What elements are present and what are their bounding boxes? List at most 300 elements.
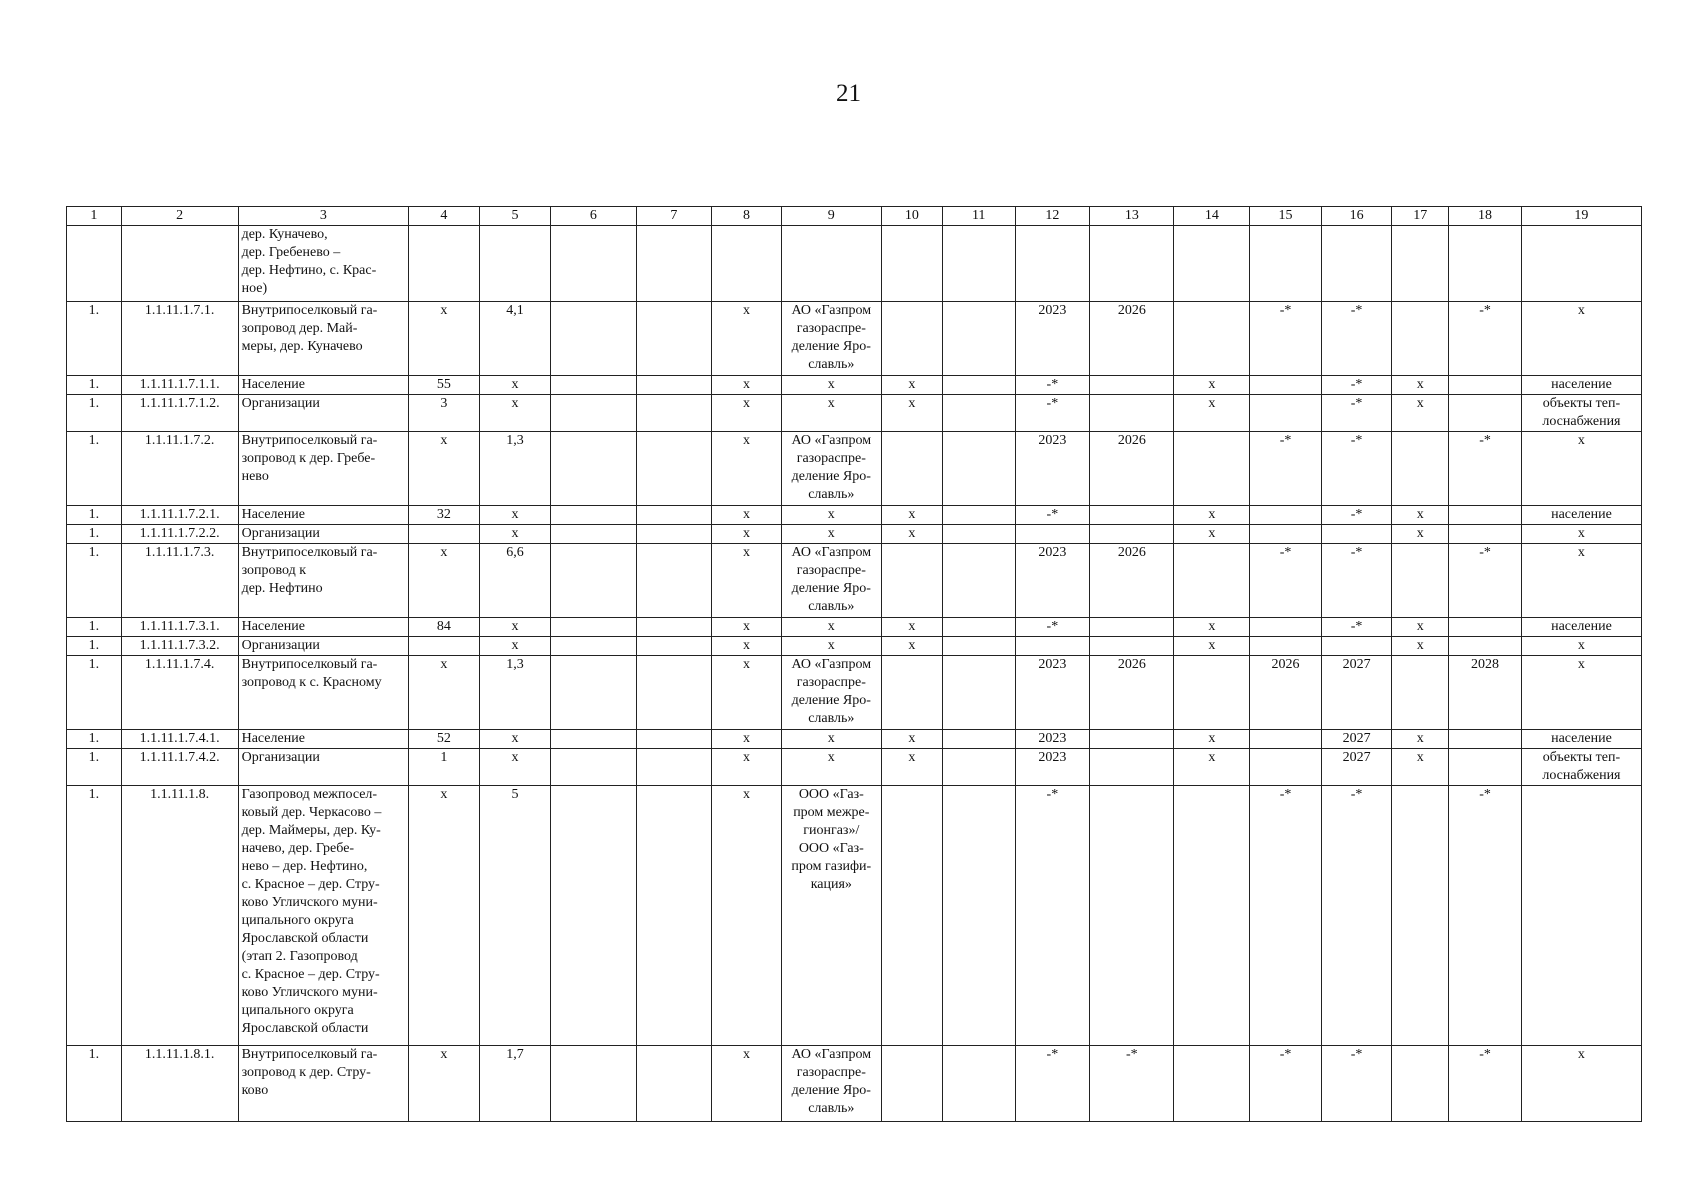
table-row [67,302,1642,376]
table-cell [712,226,781,302]
table-cell [551,544,636,618]
table-cell [942,506,1015,525]
table-cell: 2026 [1090,302,1174,376]
table-cell: х [881,749,942,786]
table-cell: 1.1.11.1.7.1. [121,302,238,376]
table-cell [881,786,942,1046]
table-cell: х [781,637,881,656]
table-cell: х [1174,637,1250,656]
table-cell: х [479,395,551,432]
column-header-15: 15 [1250,207,1322,226]
table-cell: 1. [67,786,122,1046]
table-cell [942,525,1015,544]
table-cell [942,432,1015,506]
table-cell [1449,506,1522,525]
table-row [67,786,1642,1046]
table-cell: х [1392,395,1449,432]
table-cell: 3 [409,395,480,432]
table-cell: Внутрипоселковый га- зопровод к с. Красному [238,656,409,730]
table-cell: -* [1321,302,1392,376]
table-cell [942,618,1015,637]
table-cell [636,376,712,395]
table-cell: -* [1250,432,1322,506]
table-cell: -* [1321,786,1392,1046]
table-cell [1090,525,1174,544]
column-header-16: 16 [1321,207,1392,226]
table-cell: ООО «Газ- пром межре- гионгаз»/ ООО «Газ- пром газифи- кация» [781,786,881,1046]
table-cell [636,1046,712,1122]
table-cell [636,544,712,618]
table-cell: -* [1321,544,1392,618]
table-cell [881,226,942,302]
table-cell: -* [1250,544,1322,618]
table-cell: х [712,506,781,525]
table-cell: 1. [67,749,122,786]
column-header-17: 17 [1392,207,1449,226]
table-cell [942,730,1015,749]
table-cell [551,1046,636,1122]
table-cell [409,525,480,544]
table-cell: АО «Газпром газораспре- деление Яро- славль» [781,1046,881,1122]
table-cell: -* [1449,432,1522,506]
column-header-12: 12 [1015,207,1090,226]
table-cell: 2026 [1090,544,1174,618]
table-cell [1321,637,1392,656]
table-cell: х [1521,302,1641,376]
table-cell [1392,656,1449,730]
table-cell [409,637,480,656]
table-cell: -* [1321,432,1392,506]
table-cell: -* [1449,302,1522,376]
table-cell: Организации [238,749,409,786]
table-cell: 1.1.11.1.7.1.2. [121,395,238,432]
table-cell: х [781,730,881,749]
table-cell [1449,395,1522,432]
table-cell [551,637,636,656]
table-cell: 2023 [1015,730,1090,749]
table-cell: х [712,749,781,786]
table-cell [551,786,636,1046]
table-cell: х [712,525,781,544]
table-cell [409,226,480,302]
table-cell [1392,302,1449,376]
table-cell [551,395,636,432]
table-cell: Газопровод межпосел- ковый дер. Черкасово – дер. Маймеры, дер. Ку- начево, дер. Гребе- нево – дер. Нефтино, с. Красное – дер. Стру- ково Угличского муни- ципального округа Ярославской области (этап 2. Газопровод с. Красное – дер. Стру- ково Угличского муни- ципального округа Ярославской области [238,786,409,1046]
table-cell: 1 [409,749,480,786]
table-cell: 2026 [1250,656,1322,730]
table-cell [1392,432,1449,506]
table-cell: 2026 [1090,656,1174,730]
table-cell: 1.1.11.1.7.2.1. [121,506,238,525]
table-cell: х [881,525,942,544]
table-cell [636,506,712,525]
table-cell: 1. [67,1046,122,1122]
table-cell [942,749,1015,786]
table-cell: х [1392,618,1449,637]
table-row [67,395,1642,432]
table-row [67,618,1642,637]
table-cell [551,506,636,525]
column-header-5: 5 [479,207,551,226]
table-cell: х [1174,525,1250,544]
table-cell [1250,506,1322,525]
table-cell: 1.1.11.1.7.4.2. [121,749,238,786]
table-cell: 1.1.11.1.7.4.1. [121,730,238,749]
table-cell [67,226,122,302]
table-cell: Внутрипоселковый га- зопровод к дер. Гребе- нево [238,432,409,506]
table-cell: х [1174,395,1250,432]
table-cell: х [409,302,480,376]
table-cell: 1. [67,432,122,506]
table-cell [551,618,636,637]
table-cell: х [781,618,881,637]
table-cell: х [881,395,942,432]
table-cell: х [712,730,781,749]
table-cell: х [781,749,881,786]
table-cell [1250,376,1322,395]
table-cell [1174,302,1250,376]
table-cell: х [1392,730,1449,749]
table-cell [1321,525,1392,544]
column-header-13: 13 [1090,207,1174,226]
table-cell: -* [1015,506,1090,525]
table-cell [1449,730,1522,749]
table-cell: х [409,656,480,730]
table-row [67,432,1642,506]
table-cell [636,749,712,786]
table-row [67,544,1642,618]
table-cell: 2027 [1321,656,1392,730]
table-cell: -* [1250,1046,1322,1122]
table-cell: -* [1015,618,1090,637]
table-cell: х [881,376,942,395]
table-cell: 2028 [1449,656,1522,730]
table-cell [1174,544,1250,618]
table-cell [636,302,712,376]
table-cell [1449,376,1522,395]
table-cell: х [1392,749,1449,786]
table-cell: 1. [67,544,122,618]
table-cell [1090,730,1174,749]
table-cell: х [1392,525,1449,544]
table-row [67,656,1642,730]
table-cell [551,749,636,786]
table-cell: 5 [479,786,551,1046]
table-body [67,226,1642,1122]
table-cell [881,544,942,618]
table-cell: -* [1090,1046,1174,1122]
table-cell [1174,656,1250,730]
table-cell [881,656,942,730]
table-cell: Население [238,618,409,637]
table-cell: х [1174,376,1250,395]
table-cell: Организации [238,395,409,432]
table-cell: х [479,749,551,786]
table-cell [1392,1046,1449,1122]
table-cell: 1. [67,395,122,432]
table-cell: х [1174,730,1250,749]
table-cell: х [479,618,551,637]
table-cell: 1.1.11.1.7.2. [121,432,238,506]
table-cell [636,786,712,1046]
table-cell: х [881,637,942,656]
table-cell: х [409,1046,480,1122]
table-cell: 1. [67,656,122,730]
table-cell [1250,618,1322,637]
table-cell: Население [238,506,409,525]
table-cell [636,656,712,730]
table-cell: х [1521,544,1641,618]
table-cell [551,730,636,749]
table-cell [1449,226,1522,302]
table-cell: 2023 [1015,432,1090,506]
table-cell: население [1521,618,1641,637]
table-cell [942,1046,1015,1122]
table-cell [1015,226,1090,302]
column-header-7: 7 [636,207,712,226]
table-cell [881,302,942,376]
data-table [66,206,1642,1122]
table-cell [636,618,712,637]
column-header-3: 3 [238,207,409,226]
table-row [67,506,1642,525]
table-cell [881,432,942,506]
table-cell: -* [1321,1046,1392,1122]
table-cell [1090,506,1174,525]
table-row [67,637,1642,656]
table-cell: х [712,302,781,376]
table-cell: х [712,376,781,395]
table-cell: х [1521,525,1641,544]
table-cell [942,302,1015,376]
table-cell [781,226,881,302]
table-cell: 2023 [1015,302,1090,376]
table-cell: 1,3 [479,432,551,506]
column-header-6: 6 [551,207,636,226]
table-cell: 1.1.11.1.7.3.2. [121,637,238,656]
table-cell: х [1392,376,1449,395]
table-cell [942,395,1015,432]
table-cell [1015,637,1090,656]
table-cell [551,525,636,544]
table-cell: -* [1015,376,1090,395]
table-row [67,226,1642,302]
table-cell: 2027 [1321,749,1392,786]
table-cell: х [1174,506,1250,525]
table-cell [1449,618,1522,637]
header-row [67,207,1642,226]
table-cell: -* [1321,376,1392,395]
table-cell: 2023 [1015,544,1090,618]
table-cell: 2027 [1321,730,1392,749]
table-cell [942,376,1015,395]
table-cell: х [1392,637,1449,656]
table-cell [636,637,712,656]
table-cell: х [1521,637,1641,656]
table-cell: -* [1321,506,1392,525]
table-row [67,525,1642,544]
table-cell: 1.1.11.1.7.3.1. [121,618,238,637]
table-cell [1250,395,1322,432]
table-cell [1392,544,1449,618]
table-cell [942,544,1015,618]
table-cell: -* [1015,1046,1090,1122]
table-cell: 1. [67,525,122,544]
table-cell: -* [1015,395,1090,432]
table-cell: 1.1.11.1.8. [121,786,238,1046]
table-cell [551,432,636,506]
table-cell [942,786,1015,1046]
table-cell: -* [1449,1046,1522,1122]
table-cell: х [1174,618,1250,637]
table-cell: объекты теп- лоснабжения [1521,395,1641,432]
table-cell: 52 [409,730,480,749]
table-cell: объекты теп- лоснабжения [1521,749,1641,786]
table-cell: х [479,730,551,749]
table-cell [636,395,712,432]
page-number: 21 [836,80,861,107]
column-header-14: 14 [1174,207,1250,226]
table-cell: х [881,730,942,749]
table-cell: 2023 [1015,656,1090,730]
table-cell: Организации [238,525,409,544]
table-cell: Население [238,730,409,749]
table-cell: Внутрипоселковый га- зопровод дер. Май- меры, дер. Куначево [238,302,409,376]
table-cell [1174,226,1250,302]
table-cell [1250,730,1322,749]
table-cell [1521,226,1641,302]
table-cell: х [1174,749,1250,786]
table-cell: х [781,506,881,525]
table-cell [636,730,712,749]
table-cell [121,226,238,302]
table-cell [1090,749,1174,786]
table-cell: население [1521,506,1641,525]
table-cell: -* [1449,544,1522,618]
table-cell [1392,226,1449,302]
table-cell: население [1521,730,1641,749]
table-cell: -* [1321,618,1392,637]
table-cell: Внутрипоселковый га- зопровод к дер. Стру- ково [238,1046,409,1122]
table-cell: х [1392,506,1449,525]
table-cell: 1.1.11.1.7.2.2. [121,525,238,544]
table-cell: Население [238,376,409,395]
table-cell: х [881,506,942,525]
column-header-4: 4 [409,207,480,226]
table-cell: х [712,786,781,1046]
table-cell: 4,1 [479,302,551,376]
table-cell: х [712,618,781,637]
table-cell [942,226,1015,302]
table-cell [1090,226,1174,302]
table-cell [1090,376,1174,395]
table-cell: АО «Газпром газораспре- деление Яро- славль» [781,302,881,376]
table-cell [551,376,636,395]
table-cell [1015,525,1090,544]
column-header-11: 11 [942,207,1015,226]
table-cell: 2023 [1015,749,1090,786]
table-cell: х [781,376,881,395]
table-cell: х [409,432,480,506]
table-cell: 1. [67,730,122,749]
table-cell: 1.1.11.1.7.4. [121,656,238,730]
table-cell [1521,786,1641,1046]
column-header-2: 2 [121,207,238,226]
table-cell: -* [1321,395,1392,432]
table-cell: х [1521,1046,1641,1122]
table-cell: дер. Куначево, дер. Гребенево – дер. Нефтино, с. Крас- ное) [238,226,409,302]
table-cell: 1. [67,302,122,376]
table-cell [942,637,1015,656]
table-cell [1090,637,1174,656]
table-cell: Внутрипоселковый га- зопровод к дер. Нефтино [238,544,409,618]
table-cell: -* [1449,786,1522,1046]
table-cell: х [712,656,781,730]
table-cell: х [781,395,881,432]
table-cell [551,656,636,730]
table-cell: х [409,544,480,618]
table-cell: АО «Газпром газораспре- деление Яро- славль» [781,432,881,506]
table-cell [881,1046,942,1122]
table-cell [636,226,712,302]
table-cell [942,656,1015,730]
table-cell [1449,525,1522,544]
table-cell [1321,226,1392,302]
table-cell [1090,786,1174,1046]
column-header-19: 19 [1521,207,1641,226]
table-cell [636,432,712,506]
table-cell: х [1521,432,1641,506]
table-cell: 32 [409,506,480,525]
table-cell: 55 [409,376,480,395]
table-cell [1174,432,1250,506]
table-cell [551,226,636,302]
table-cell: х [1521,656,1641,730]
column-header-18: 18 [1449,207,1522,226]
table-cell [1250,525,1322,544]
table-cell: Организации [238,637,409,656]
table-cell: АО «Газпром газораспре- деление Яро- славль» [781,656,881,730]
table-cell: х [479,376,551,395]
table-cell [636,525,712,544]
table-cell: -* [1015,786,1090,1046]
table-row [67,749,1642,786]
column-header-1: 1 [67,207,122,226]
table-cell: х [479,637,551,656]
table-cell: 1. [67,376,122,395]
table-cell: х [479,506,551,525]
table-cell: 1. [67,637,122,656]
table-cell: -* [1250,786,1322,1046]
table-cell: -* [1250,302,1322,376]
table-cell: 84 [409,618,480,637]
table-cell [1392,786,1449,1046]
column-header-8: 8 [712,207,781,226]
table-cell [1090,395,1174,432]
table-cell [479,226,551,302]
table-cell [1250,226,1322,302]
table-cell: 1. [67,618,122,637]
table-cell [1250,637,1322,656]
table-cell: 2026 [1090,432,1174,506]
table-cell: АО «Газпром газораспре- деление Яро- славль» [781,544,881,618]
table-row [67,730,1642,749]
table-cell: х [712,395,781,432]
table-row [67,376,1642,395]
table-cell: х [781,525,881,544]
column-header-9: 9 [781,207,881,226]
table-cell [551,302,636,376]
